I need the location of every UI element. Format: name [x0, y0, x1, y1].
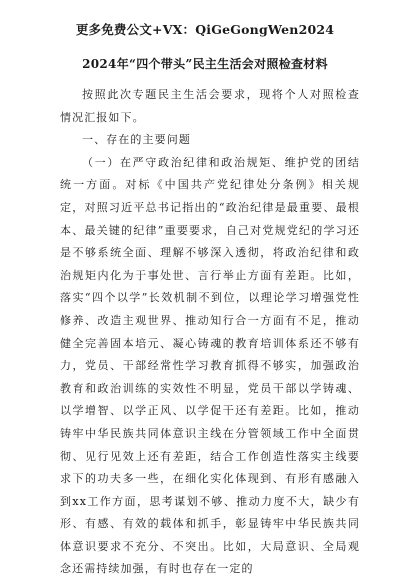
- document-body: [60, 84, 360, 581]
- promo-banner: 更多免费公文+VX：QiGeGongWen2024: [75, 22, 335, 37]
- section-heading: 一、存在的主要问题: [82, 133, 191, 147]
- body-paragraph: （一）在严守政治纪律和政治规矩、维护党的团结统一方面。对标《中国共产党纪律处分条例》相关规定，对照习近平总书记指出的“政治纪律是最重要、最根本、最关键的纪律”重要要求，自己对党规党纪的学习还是不够系统全面、理解不够深入透彻，将政治纪律和政治规矩内化为于事处世、言行举止方面有差距。比如，落实“四个以学”长效机制不到位，以理论学习增强党性修养、改造主观世界、推动知行合一方面有不足，推动健全完善固本培元、凝心铸魂的教育培训体系还不够有力，党员、干部经常性学习教育抓得不够实，加强政治教育和政治训练的实效性不明显，党员干部以学铸魂、以学增智、以学正风、以学促干还有差距。比如，推动铸牢中华民族共同体意识主线在分管领域工作中全面贯彻、见行见效上还有差距，结合工作创造性落实主线要求下的功夫多一些，在细化实化体现到、有形有感融入到xx工作方面，思考谋划不够、推动力度不大，缺少有形、有感、有效的载体和抓手，彰显铸牢中华民族共同体意识要求不充分、不突出。比如，大局意识、全局观念还需持续加强，有时也存在一定的: [60, 155, 360, 576]
- document-title: 2024年“四个带头”民主生活会对照检查材料: [82, 57, 328, 71]
- intro-paragraph: 按照此次专题民主生活会要求，现将个人对照检查情况汇报如下。: [60, 88, 360, 124]
